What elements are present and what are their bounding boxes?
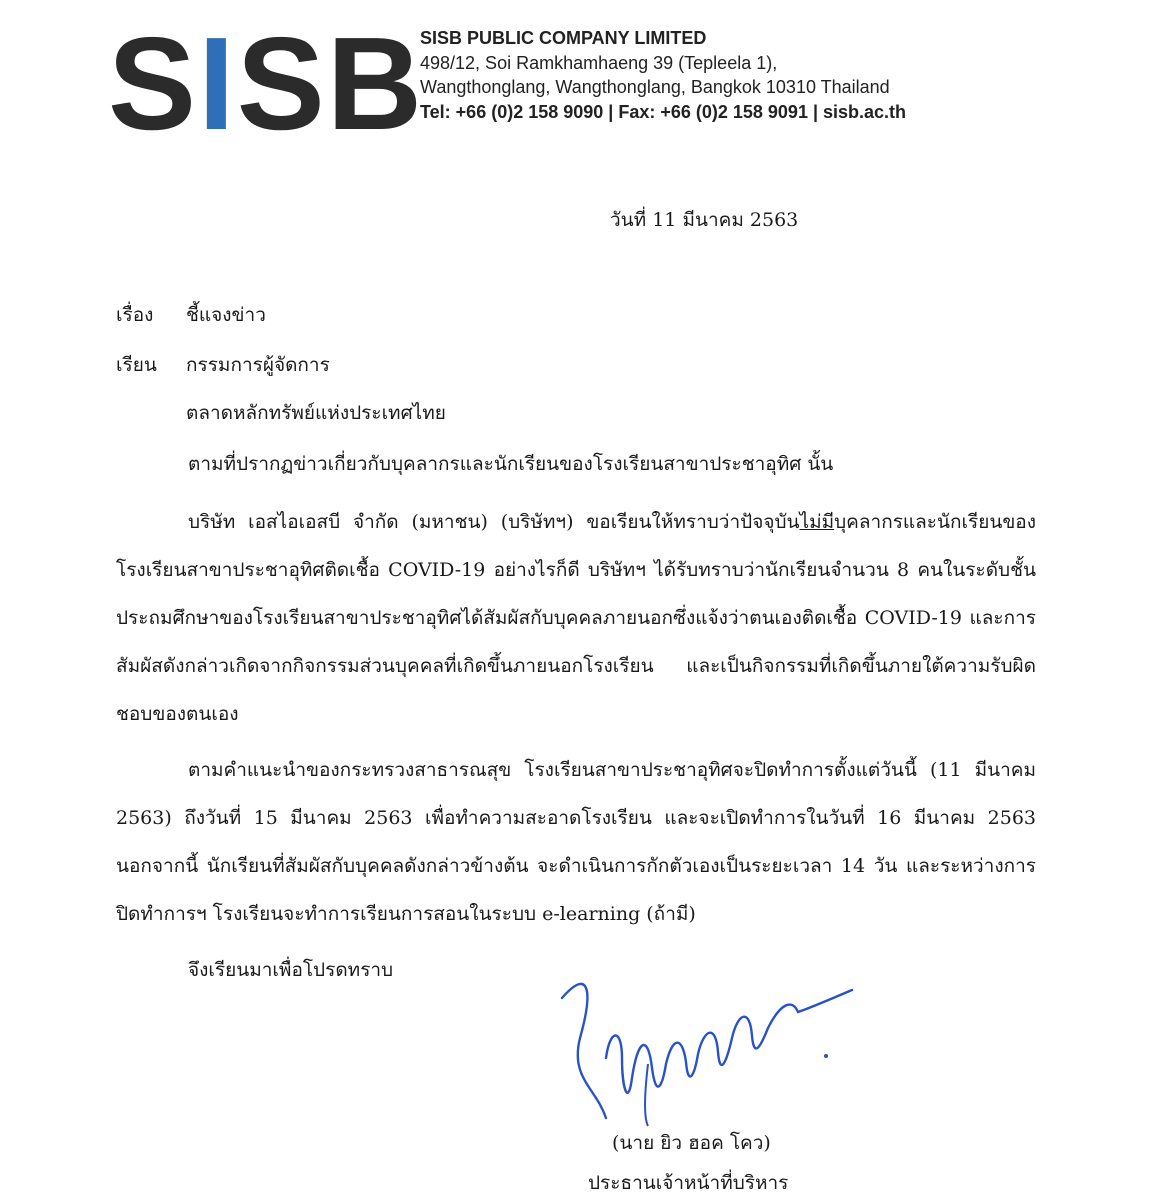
paragraph-3: ตามคำแนะนำของกระทรวงสาธารณสุข โรงเรียนสาขาประชาอุทิศจะปิดทำการตั้งแต่วันนี้ (11 มีนาคม 2563) ถึงวันที่ 15 มีนาคม 2563 เพื่อทำความสะอาดโรงเรียน และจะเปิดทำการในวันที่ 16 มีนาคม 2563 นอกจากนี้ นักเรียนที่สัมผัสกับบุคคลดังกล่าวข้างต้น จะดำเนินการกักตัวเองเป็นระยะเวลา 14 วัน และระหว่างการปิดทำการฯ โรงเรียนจะทำการเรียนการสอนในระบบ e-learning (ถ้ามี) [116,759,1036,925]
recipient-line-1: กรรมการผู้จัดการ [186,354,330,376]
paragraph-2-underlined: ไม่มี [799,511,835,533]
paragraph-2 [116,498,1036,738]
address-line-1: 498/12, Soi Ramkhamhaeng 39 (Tepleela 1), [420,52,778,73]
signer-name: (นาย ยิว ฮอค โคว) [612,1132,771,1154]
paragraph-2-rest: บุคลากรและนักเรียนของโรงเรียนสาขาประชาอุทิศติดเชื้อ COVID-19 อย่างไรก็ดี บริษัทฯ ได้รับทราบว่านักเรียนจำนวน 8 คนในระดับชั้นประถมศึกษาของโรงเรียนสาขาประชาอุทิศได้สัมผัสกับบุคคลภายนอกซึ่งแจ้งว่าตนเองติดเชื้อ COVID-19 และการสัมผัสดังกล่าวเกิดจากกิจกรรมส่วนบุคคลที่เกิดขึ้นภายนอกโรงเรียน และเป็นกิจกรรมที่เกิดขึ้นภายใต้ความรับผิดชอบของตนเอง [116,511,1036,725]
closing-line: จึงเรียนมาเพื่อโปรดทราบ [188,959,394,981]
recipient-line-2-row [186,398,446,428]
recipient-row [116,350,330,380]
logo-letter-b: B [326,10,425,157]
company-name: SISB PUBLIC COMPANY LIMITED [420,28,707,48]
contact-line: Tel: +66 (0)2 158 9090 | Fax: +66 (0)2 158 9091 | sisb.ac.th [420,101,907,122]
subject-text: ชี้แจงข่าว [186,304,266,326]
paragraph-1: ตามที่ปรากฏข่าวเกี่ยวกับบุคลากรและนักเรียนของโรงเรียนสาขาประชาอุทิศ นั้น [188,453,834,475]
subject-row [116,300,266,330]
logo-letter-s2: S [236,10,327,157]
signer-position: ประธานเจ้าหน้าที่บริหาร [588,1172,789,1194]
sisb-logo [108,10,425,157]
logo-letter-s1: S [108,10,199,157]
logo-letter-i: I [198,10,237,157]
paragraph-2-start: บริษัท เอสไอเอสบี จำกัด (มหาชน) (บริษัทฯ) ขอเรียนให้ทราบว่าปัจจุบัน [188,511,800,533]
address-line-2: Wangthonglang, Wangthonglang, Bangkok 10310 Thailand [420,77,890,97]
recipient-label: เรียน [116,354,157,376]
letter-date: วันที่ 11 มีนาคม 2563 [610,209,799,231]
recipient-line-2: ตลาดหลักทรัพย์แห่งประเทศไทย [186,402,446,424]
handwritten-signature [548,968,868,1128]
subject-label: เรื่อง [116,304,154,326]
company-info [420,26,906,124]
